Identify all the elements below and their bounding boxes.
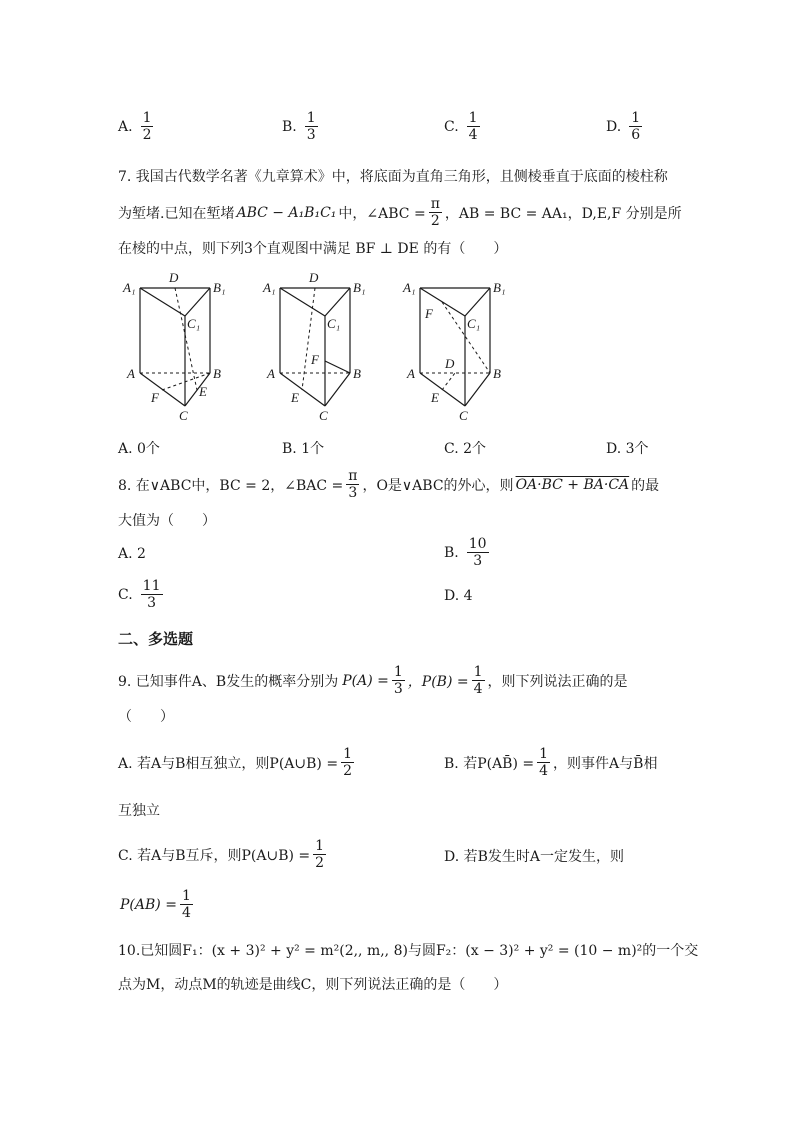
prism-figure-3 (402, 280, 505, 423)
label-d-fig3: D (445, 356, 455, 371)
q9-line2: （ ） (118, 709, 174, 725)
q8-line1: 8. 在∨ABC中，BC = 2，∠BAC = $\frac{\pi}{3}$ ，O是∨ABC的外心，则 OA·BC + BA·CA 的最 (118, 468, 660, 501)
q8-line2: 大值为（ ） (118, 513, 216, 529)
label-e-fig3: E (431, 390, 439, 405)
q8-option-a: A. 2 (118, 546, 146, 562)
q6-option-a: A. $\frac{1}{2}$ (118, 110, 152, 143)
label-c1-fig3: C₁ (467, 316, 481, 331)
label-c1-fig1: C₁ (187, 316, 201, 331)
label-e-fig1: E (199, 384, 207, 399)
q9-option-c: C. 若A与B互斥，则P(A∪B) = $\frac{1}{2}$ (118, 838, 325, 871)
label-c-fig2: C (319, 408, 328, 423)
label-c-fig3: C (459, 408, 468, 423)
q8-option-d: D. 4 (444, 588, 473, 604)
label-d-fig2: D (309, 270, 319, 285)
q7-line3: 在棱的中点，则下列3个直观图中满足 BF ⊥ DE 的有（ ） (118, 241, 508, 257)
label-b-fig1: B (213, 366, 221, 381)
label-b-fig3: B (493, 366, 501, 381)
q7-line1: 7. 我国古代数学名著《九章算术》中，将底面为直角三角形，且侧棱垂直于底面的棱柱称 (118, 169, 668, 185)
section-heading: 二、多选题 (118, 630, 194, 648)
q7-figures (115, 268, 515, 428)
q6-option-b: B. $\frac{1}{3}$ (282, 110, 316, 143)
q7-option-d: D. 3个 (606, 441, 649, 457)
label-b1-fig3: B₁ (493, 280, 506, 295)
q7-option-b: B. 1个 (282, 441, 325, 457)
q6-option-d: D. $\frac{1}{6}$ (606, 110, 641, 143)
q7-line2: 为堑堵.已知在堑堵 ABC − A₁B₁C₁ 中，∠ABC = $\frac{\pi}{2}$ ，AB = BC = AA₁，D,E,F 分别是所 (118, 196, 682, 229)
prism-figure-1 (122, 270, 225, 423)
q9-option-d: D. 若B发生时A一定发生，则 (444, 849, 625, 865)
q10-line2: 点为M，动点M的轨迹是曲线C，则下列说法正确的是（ ） (118, 977, 508, 993)
q9-line1: 9. 已知事件A、B发生的概率分别为 P(A) = $\frac{1}{3}$ ，P(B) = $\frac{1}{4}$ ，则下列说法正确的是 (118, 664, 628, 697)
q9-option-b: B. 若P(AB̄) = $\frac{1}{4}$ ，则事件A与B̄相 (444, 746, 658, 779)
label-a-fig2: A (267, 366, 275, 381)
q9-option-b-cont: 互独立 (118, 803, 160, 819)
label-a-fig3: A (407, 366, 415, 381)
label-c1-fig2: C₁ (327, 316, 341, 331)
label-a1-fig2: A₁ (263, 280, 276, 295)
q9-option-d-cont: P(AB) = $\frac{1}{4}$ (120, 888, 191, 921)
q6-option-c: C. $\frac{1}{4}$ (444, 110, 478, 143)
q9-option-a: A. 若A与B相互独立，则P(A∪B) = $\frac{1}{2}$ (118, 746, 352, 779)
label-a1-fig3: A₁ (403, 280, 416, 295)
prism-figure-2 (262, 270, 365, 423)
q8-option-c: C. $\frac{11}{3}$ (118, 578, 161, 611)
q7-option-a: A. 0个 (118, 441, 160, 457)
label-b-fig2: B (353, 366, 361, 381)
label-a-fig1: A (127, 366, 135, 381)
label-a1-fig1: A₁ (123, 280, 136, 295)
q8-option-b: B. $\frac{10}{3}$ (444, 536, 487, 569)
label-d-fig1: D (169, 270, 179, 285)
label-f-fig3: F (425, 306, 433, 321)
label-c-fig1: C (179, 408, 188, 423)
q7-option-c: C. 2个 (444, 441, 487, 457)
q10-line1: 10.已知圆F₁：(x + 3)² + y² = m²(2,, m,, 8)与圆F₂：(x − 3)² + y² = (10 − m)²的一个交 (118, 943, 699, 959)
label-f-fig2: F (311, 352, 319, 367)
label-b1-fig2: B₁ (353, 280, 366, 295)
label-b1-fig1: B₁ (213, 280, 226, 295)
label-f-fig1: F (151, 390, 159, 405)
label-e-fig2: E (291, 390, 299, 405)
